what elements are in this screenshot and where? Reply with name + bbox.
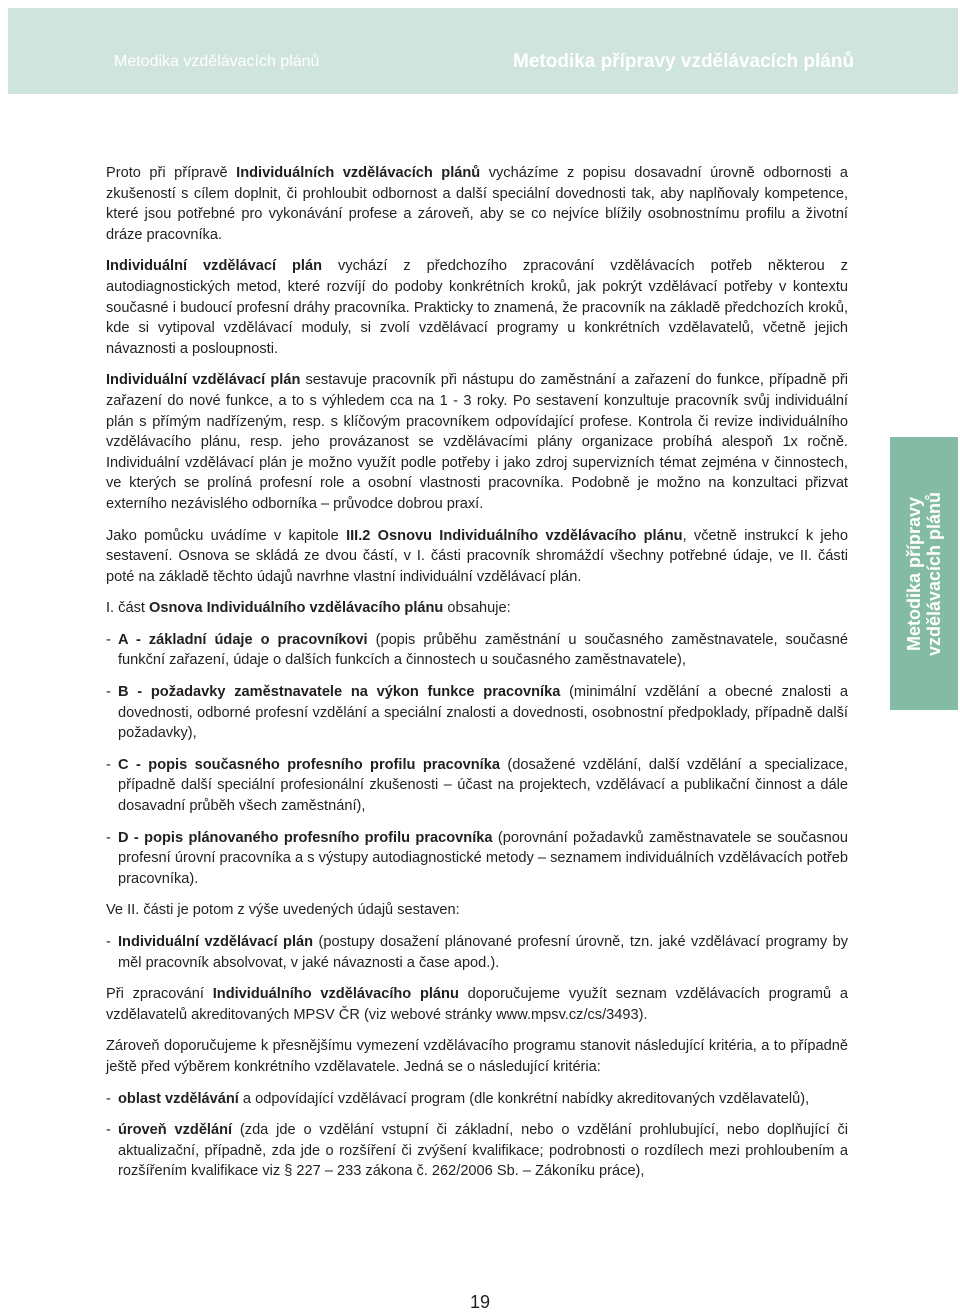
paragraph-criteria-intro: Zároveň doporučujeme k přesnějšímu vymezení vzdělávacího programu stanovit následující kritéria, a to případně ještě před výběrem konkrétního vzdělavatele. Jedná se o následující kritéria: [106,1038,848,1075]
paragraph-recommendation: Při zpracování Individuálního vzdělávacího plánu doporučujeme využít seznam vzdělávacích programů a vzdělavatelů akreditovaných MPSV ČR (viz webové stránky www.mpsv.cz/cs/3493). [106,986,849,1023]
paragraph-part-one: I. část Osnova Individuálního vzdělávacího plánu obsahuje: [106,600,511,617]
paragraph-part-two: Ve II. části je potom z výše uvedených údajů sestaven: [106,902,460,919]
document-body [106,163,848,1193]
list-item-ivp: - Individuální vzdělávací plán (postupy dosažení plánované profesní úrovně, tzn. jaké vzdělávací programy by měl pracovník absolvovat, v jaké návaznosti a čase apod.). [106,934,848,971]
list-item-level: - úroveň vzdělání (zda jde o vzdělání vstupní či základní, nebo o vzdělání prohlubující, nebo doplňující či aktualizační, případně, zda jde o rozšíření či zvýšení kvalifikace; podrobnosti o rozdílech mezi prohloubením a rozšířením kvalifikace viz § 227 – 233 zákona č. 262/2006 Sb. – Zákoníku práce), [106,1122,848,1180]
paragraph-ivp-compilation: Individuální vzdělávací plán sestavuje pracovník při nástupu do zaměstnání a zařazení do funkce, případně při zařazení do nové funkce, a to s výhledem cca na 1 - 3 roky. Po sestavení konzultuje pracovník svůj individuální plán s přímým nadřízeným, resp. s klíčovým pracovníkem odpovídající profese. Kontrola či revize individuálního vzdělávacího plánu, resp. jeho provázanost se vzdělávacími plány organizace probíhá alespoň 1x ročně. Individuální vzdělávací plán je možno využít podle potřeby i jako zdroj supervizních témat zejména v činnostech, ve kterých se prolíná profesní role a osobní vlastnosti pracovníka. Podobně je možno na konzultaci přizvat externího nezávislého odborníka – průvodce dobrou praxí. [106,372,848,512]
side-tab [890,437,958,710]
list-item-c: - C - popis současného profesního profilu pracovníka (dosažené vzdělání, další vzdělání a specializace, případně další speciální profesionální zkušenosti – účast na projektech, vzdělávací a publikační činnost a dále dosavadní průběh všech zaměstnání), [106,756,848,815]
paragraph-ivp-definition: Individuální vzdělávací plán vychází z předchozího zpracování vzdělávacích potřeb některou z autodiagnostických metod, které rozvíjí do podoby konkrétních kroků, jak pokrýt vzdělávací potřeby v kontextu současné i budoucí profesní dráhy pracovníka. Prakticky to znamená, že pracovník na základě předchozích kroků, kde si vytipoval vzdělávací moduly, si zvolí vzdělávací programy u konkrétních vzdělavatelů, včetně jejich návaznosti a posloupnosti. [106,258,848,357]
side-tab-label: Metodika přípravy vzdělávacích plánů [904,491,944,656]
list-item-a: - A - základní údaje o pracovníkovi (popis průběhu zaměstnání u současného zaměstnavatele, současné funkční zařazení, údaje o dalších funkcích a činnostech u současného zaměstnavatele), [106,631,848,669]
list-item-b: - B - požadavky zaměstnavatele na výkon funkce pracovníka (minimální vzdělání a obecné znalosti a dovednosti, odborné profesní vzdělání a speciální znalosti a dovednosti, osobnostní předpoklady, případně další požadavky), [106,684,848,742]
paragraph-outline-reference: Jako pomůcku uvádíme v kapitole III.2 Osnovu Individuálního vzdělávacího plánu, včetně instrukcí k jeho sestavení. Osnova se skládá ze dvou částí, v I. části pracovník shromáždí všechny potřebné údaje, ve II. části poté na základě těchto údajů navrhne vlastní individuální vzdělávací plán. [106,527,848,585]
header-band [8,8,958,94]
paragraph-intro: Proto při přípravě Individuálních vzdělávacích plánů vycházíme z popisu dosavadní úrovně odbornosti a zkušeností s cílem doplnit, či prohloubit odbornost a další speciální dovednosti tak, aby naplňovaly kompetence, které jsou potřebné pro vykonávání profese a zároveň, aby se co nejvíce blížily osobnostnímu profilu a životní dráze pracovníka. [106,165,848,243]
page-number: 19 [469,1292,491,1312]
running-header-right: Metodika přípravy vzdělávacích plánů [513,51,855,72]
running-header-left: Metodika vzdělávacích plánů [114,53,320,70]
list-item-field: - oblast vzdělávání a odpovídající vzdělávací program (dle konkrétní nabídky akreditovaných vzdělavatelů), [106,1090,810,1107]
list-item-d: - D - popis plánovaného profesního profilu pracovníka (porovnání požadavků zaměstnavatele se současnou profesní úrovní pracovníka a s výstupy autodiagnostické metody – seznamem individuálních vzdělávacích potřeb pracovníka). [106,829,848,887]
